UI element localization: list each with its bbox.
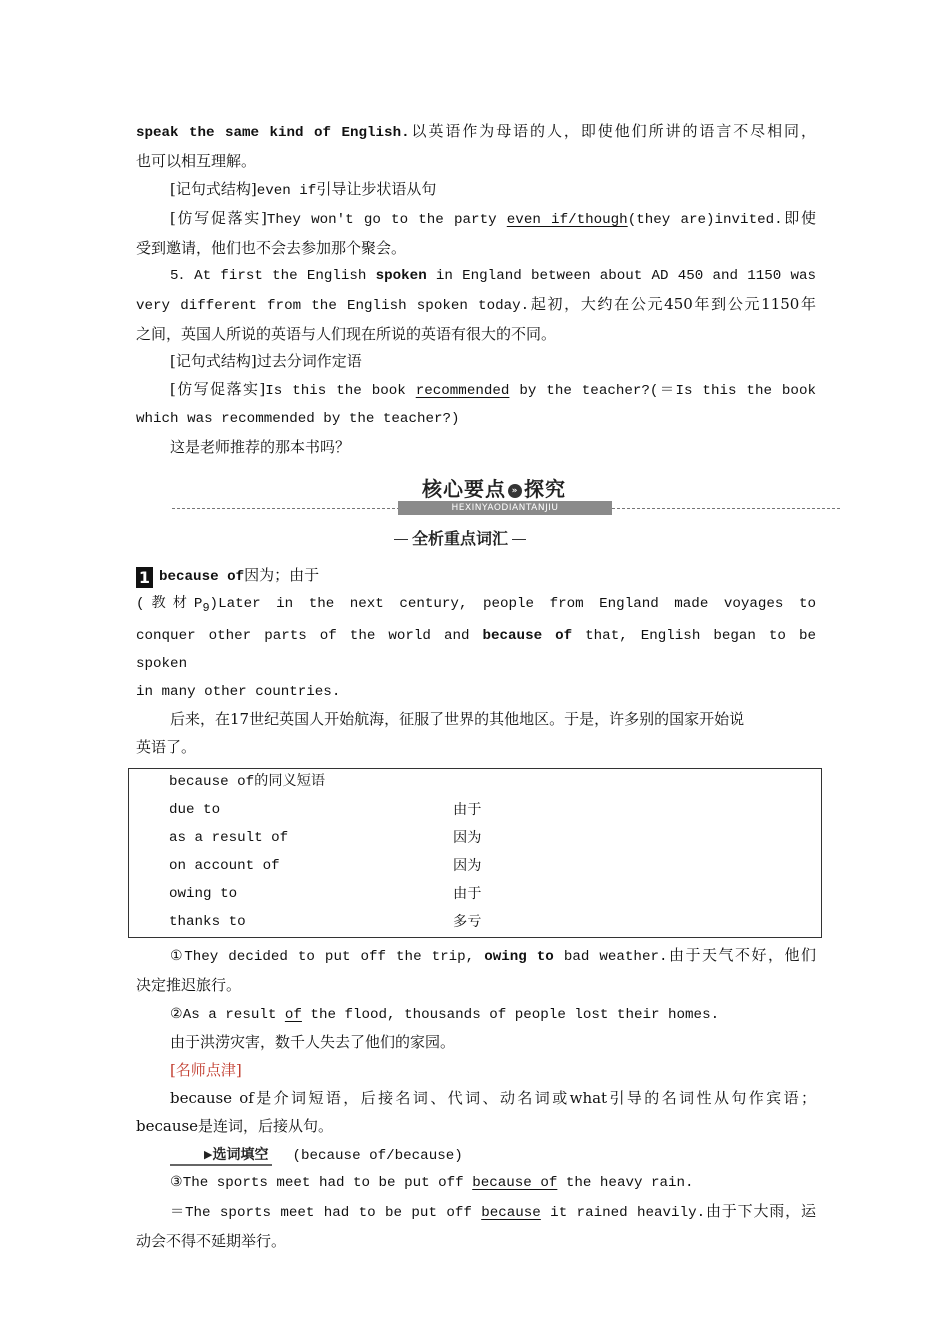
example-1-translation: 决定推迟旅行。 — [136, 975, 242, 994]
exercise-q3: ③The sports meet had to be put off because of the heavy rain. — [170, 1175, 694, 1192]
english-text: speak the same kind of English. — [136, 125, 410, 141]
item-5-line-1: 5．At first the English spoken in England between about AD 450 and 1150 was — [170, 267, 817, 284]
practice-translation: 这是老师推荐的那本书吗？ — [170, 437, 351, 456]
section-banner — [136, 470, 816, 526]
subsection-banner — [136, 526, 816, 560]
synonym-table — [128, 768, 822, 938]
practice-line-2: which was recommended by the teacher?) — [136, 410, 460, 427]
teacher-tip-label: [名师点津] — [170, 1061, 242, 1080]
item-5-line-2: very different from the English spoken today.起初，大约在公元450年到公元1150年 — [136, 294, 817, 314]
table-header: because of的同义短语 — [169, 774, 326, 791]
section-pinyin: HEXINYAODIANTANJIU — [398, 501, 612, 515]
exercise-tag: ▶选词填空 — [170, 1146, 272, 1166]
arrow-icon: » — [508, 484, 522, 498]
answer-underlined: even if/though — [506, 212, 628, 229]
number-badge: 1 — [136, 567, 153, 588]
structure-note: [记句式结构]过去分词作定语 — [170, 352, 362, 371]
answer-underlined: recommended — [415, 383, 510, 400]
table-row — [129, 768, 822, 797]
table-row: on account of 因为 — [169, 858, 482, 875]
textbook-example-line-2: conquer other parts of the world and because of that, English began to be spoken — [136, 627, 816, 672]
structure-note: [记句式结构]even if引导让步状语从句 — [170, 179, 437, 199]
answer-underlined: of — [284, 1006, 302, 1023]
table-row: due to 由于 — [169, 802, 482, 819]
teacher-tip-line-2: because是连词，后接从句。 — [136, 1116, 334, 1135]
example-2-translation: 由于洪涝灾害，数千人失去了他们的家园。 — [170, 1033, 456, 1052]
vocab-heading: 1 because of因为；由于 — [136, 562, 816, 592]
textbook-example-line-3: in many other countries. — [136, 683, 341, 700]
practice-line: [仿写促落实]Is this the book recommended by the teacher?(＝Is this the book — [170, 380, 816, 400]
practice-translation: 受到邀请，他们也不会去参加那个聚会。 — [136, 239, 407, 258]
triangle-icon: ▶ — [204, 1147, 213, 1161]
example-2: ②As a result of the flood, thousands of people lost their homes. — [170, 1006, 720, 1023]
textbook-example-line-1: (教材$P_9)Later$ in the next century, people from England made voyages to — [136, 596, 816, 616]
exercise-q4-translation: 动会不得不延期举行。 — [136, 1231, 287, 1250]
chinese-text: 以英语作为母语的人，即使他们所讲的语言不尽相同， — [409, 122, 816, 140]
answer-underlined: because — [481, 1205, 541, 1222]
subsection-title: 全析重点词汇 — [392, 528, 528, 550]
exercise-q4: ＝The sports meet had to be put off because it rained heavily.由于下大雨，运 — [170, 1202, 816, 1222]
example-1: ①They decided to put off the trip, owing to bad weather.由于天气不好，他们 — [170, 945, 816, 965]
table-row: owing to 由于 — [169, 886, 482, 903]
table-row: as a result of 因为 — [169, 830, 482, 847]
intro-line-1 — [136, 118, 816, 148]
item-5-line-3: 之间，英国人所说的英语与人们现在所说的英语有很大的不同。 — [136, 324, 557, 343]
answer-underlined: because of — [472, 1175, 558, 1192]
example-translation-2: 英语了。 — [136, 738, 197, 757]
intro-line-2: 也可以相互理解。 — [136, 151, 257, 170]
practice-line: [仿写促落实]They won't go to the party even if/though(they are)invited.即使 — [170, 209, 816, 229]
table-row: thanks to 多亏 — [169, 914, 482, 931]
exercise-heading: ▶选词填空 (because of/because) — [136, 1141, 816, 1171]
teacher-tip-line-1: because of是介词短语，后接名词、代词、动名词或what引导的名词性从句作宾语； — [170, 1088, 816, 1107]
section-title: 核心要点 » 探究 — [422, 476, 566, 501]
document-page — [136, 118, 816, 1256]
example-translation: 后来，在17世纪英国人开始航海，征服了世界的其他地区。于是，许多别的国家开始说 — [170, 710, 745, 729]
